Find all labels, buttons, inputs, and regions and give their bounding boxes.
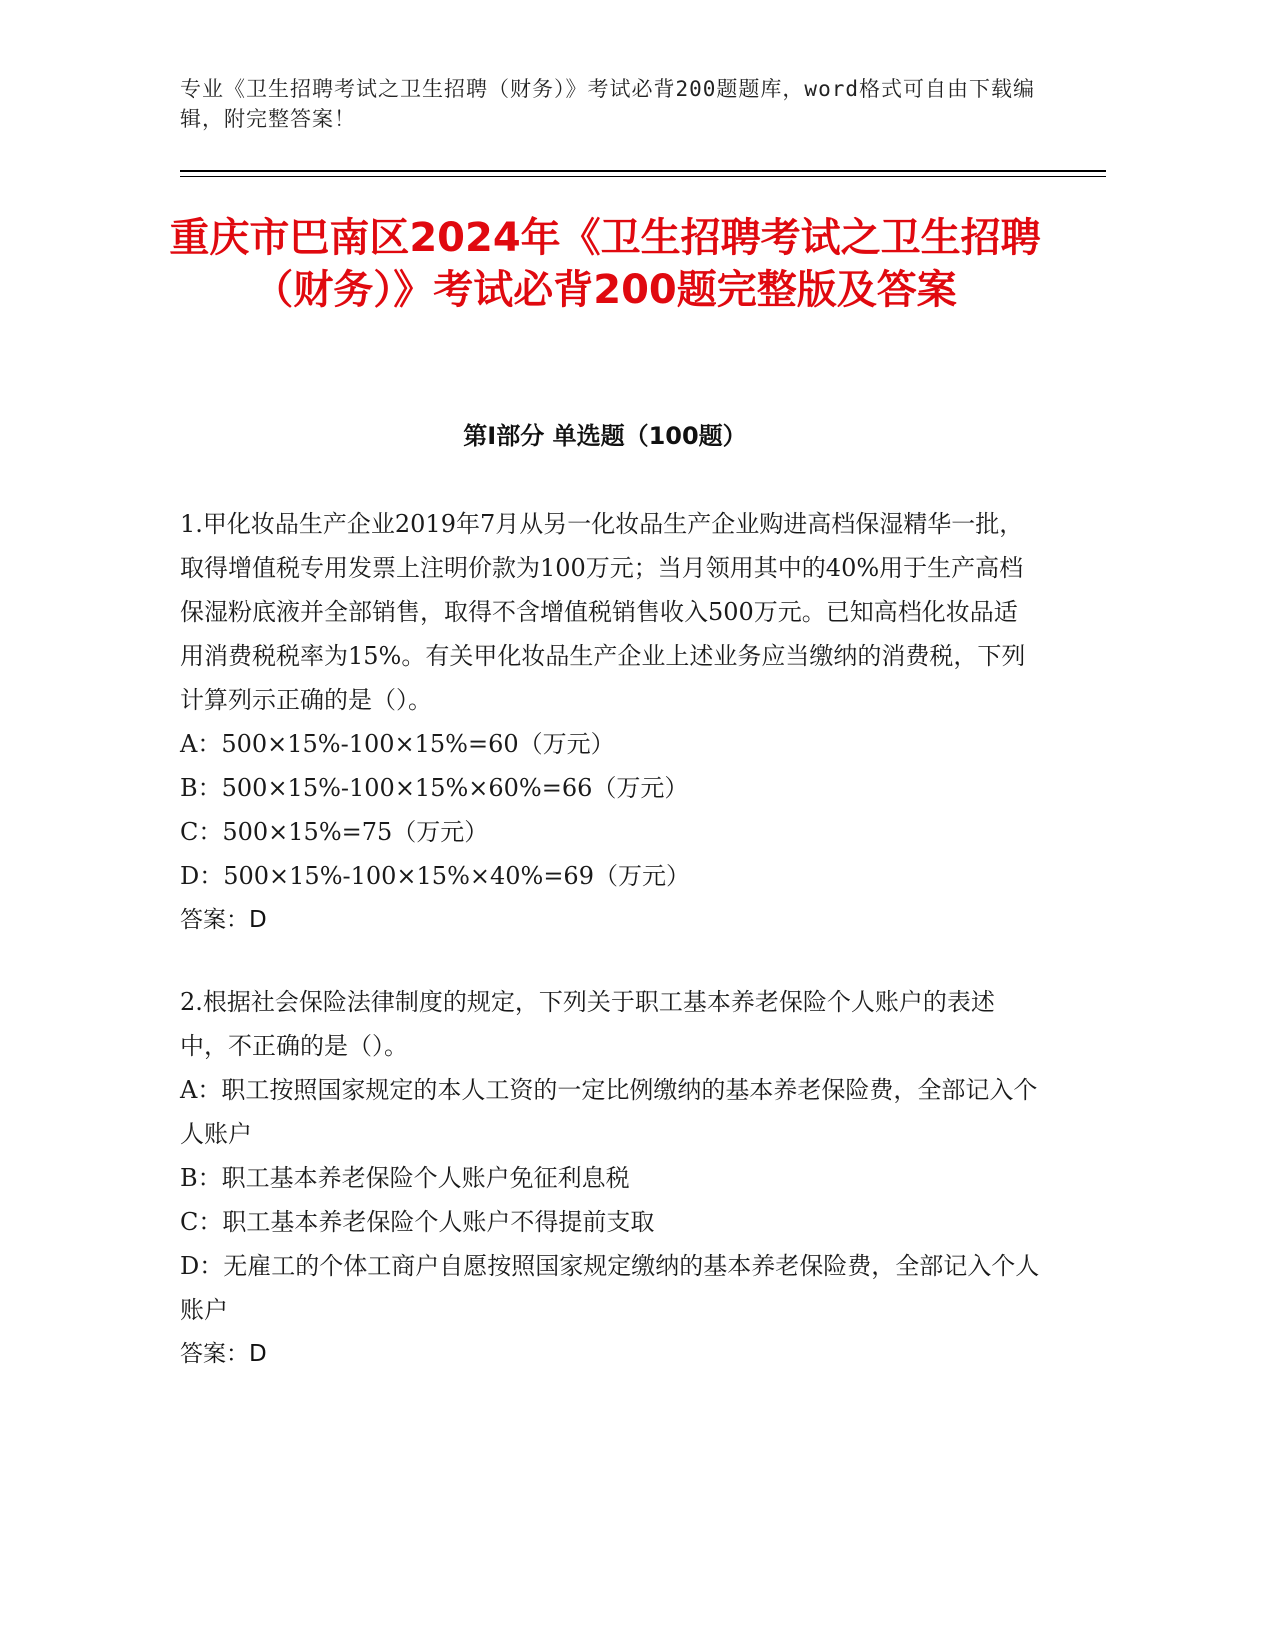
option-d: D：无雇工的个体工商户自愿按照国家规定缴纳的基本养老保险费，全部记入个人账户 (180, 1252, 1040, 1324)
question-stem: 1.甲化妆品生产企业2019年7月从另一化妆品生产企业购进高档保湿精华一批，取得增值税专用发票上注明价款为100万元；当月领用其中的40%用于生产高档保湿粉底液并全部销售，取得不含增值税销售收入500万元。已知高档化妆品适用消费税税率为15%。有关甲化妆品生产企业上述业务应当缴纳的消费税，下列计算列示正确的是（）。 (180, 510, 1026, 714)
section-title: 第Ⅰ部分 单选题（100题） (463, 422, 747, 450)
header-note: 专业《卫生招聘考试之卫生招聘（财务）》考试必背200题题库，word格式可自由下载编辑，附完整答案！ (180, 77, 1035, 131)
option-a: A：职工按照国家规定的本人工资的一定比例缴纳的基本养老保险费，全部记入个人账户 (180, 1076, 1038, 1148)
document-title: 重庆市巴南区2024年《卫生招聘考试之卫生招聘（财务）》考试必背200题完整版及答案 (169, 215, 1041, 313)
option-c: C：职工基本养老保险个人账户不得提前支取 (180, 1208, 655, 1236)
option-b: B：500×15%-100×15%×60%=66（万元） (180, 774, 689, 802)
question-item (180, 980, 1040, 1376)
option-c: C：500×15%=75（万元） (180, 818, 489, 846)
answer-line: 答案：D (180, 907, 267, 933)
header-divider-thin (180, 176, 1106, 177)
option-d: D：500×15%-100×15%×40%=69（万元） (180, 862, 690, 890)
question-item (180, 502, 1040, 942)
option-a: A：500×15%-100×15%=60（万元） (180, 730, 615, 758)
option-b: B：职工基本养老保险个人账户免征利息税 (180, 1164, 630, 1192)
answer-line: 答案：D (180, 1341, 267, 1367)
header-divider-thick (180, 170, 1106, 172)
question-stem: 2.根据社会保险法律制度的规定，下列关于职工基本养老保险个人账户的表述中，不正确的是（）。 (180, 988, 995, 1060)
